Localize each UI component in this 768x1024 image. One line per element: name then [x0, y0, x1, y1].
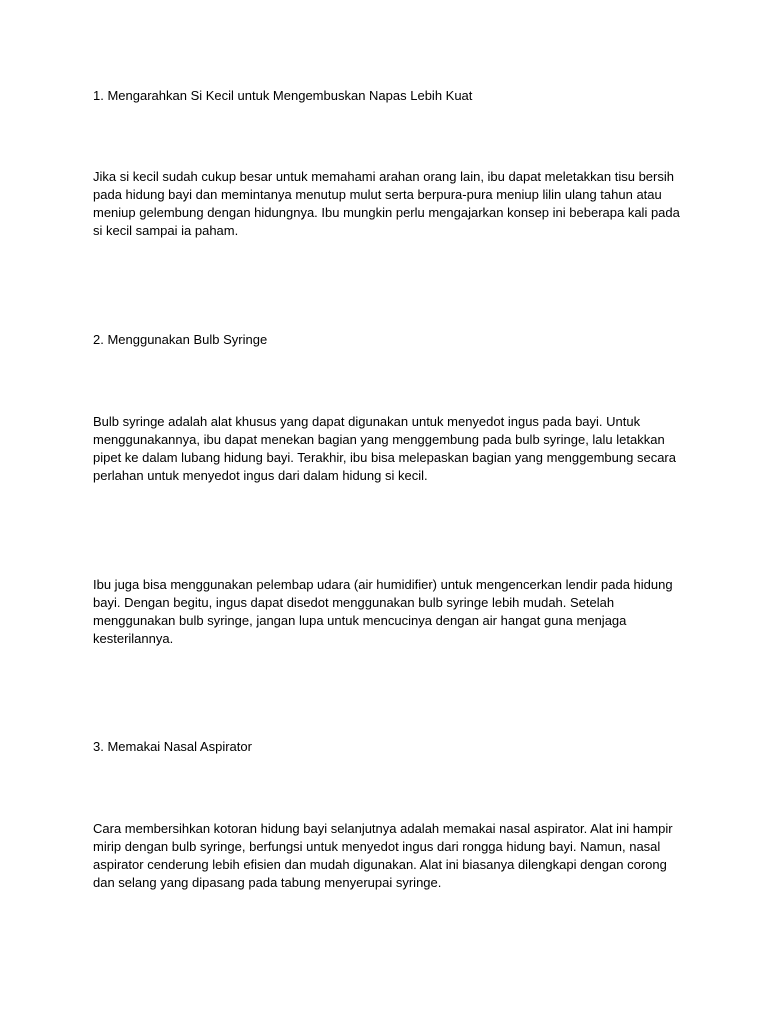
section-3-heading: 3. Memakai Nasal Aspirator: [93, 739, 252, 754]
section-1-paragraph-1: Jika si kecil sudah cukup besar untuk memahami arahan orang lain, ibu dapat meletakkan tisu bersih pada hidung bayi dan memintanya menutup mulut serta berpura-pura meniup lilin ulang tahun atau meniup gelembung dengan hidungnya. Ibu mungkin perlu mengajarkan konsep ini beberapa kali pada si kecil sampai ia paham.: [93, 169, 680, 238]
section-2-paragraph-1: Bulb syringe adalah alat khusus yang dapat digunakan untuk menyedot ingus pada bayi. Untuk menggunakannya, ibu dapat menekan bagian yang menggembung pada bulb syringe, lalu letakkan pipet ke dalam lubang hidung bayi. Terakhir, ibu bisa melepaskan bagian yang menggembung secara perlahan untuk menyedot ingus dari dalam hidung si kecil.: [93, 414, 676, 483]
section-1-heading: 1. Mengarahkan Si Kecil untuk Mengembuskan Napas Lebih Kuat: [93, 88, 473, 103]
section-2-heading: 2. Menggunakan Bulb Syringe: [93, 332, 268, 347]
section-3-paragraph-1: Cara membersihkan kotoran hidung bayi selanjutnya adalah memakai nasal aspirator. Alat ini hampir mirip dengan bulb syringe, berfungsi untuk menyedot ingus dari rongga hidung bayi. Namun, nasal aspirator cenderung lebih efisien dan mudah digunakan. Alat ini biasanya dilengkapi dengan corong dan selang yang dipasang pada tabung menyerupai syringe.: [93, 821, 673, 890]
section-2-paragraph-2: Ibu juga bisa menggunakan pelembap udara (air humidifier) untuk mengencerkan lendir pada hidung bayi. Dengan begitu, ingus dapat disedot menggunakan bulb syringe lebih mudah. Setelah menggunakan bulb syringe, jangan lupa untuk mencucinya dengan air hangat guna menjaga kesterilannya.: [93, 577, 673, 646]
